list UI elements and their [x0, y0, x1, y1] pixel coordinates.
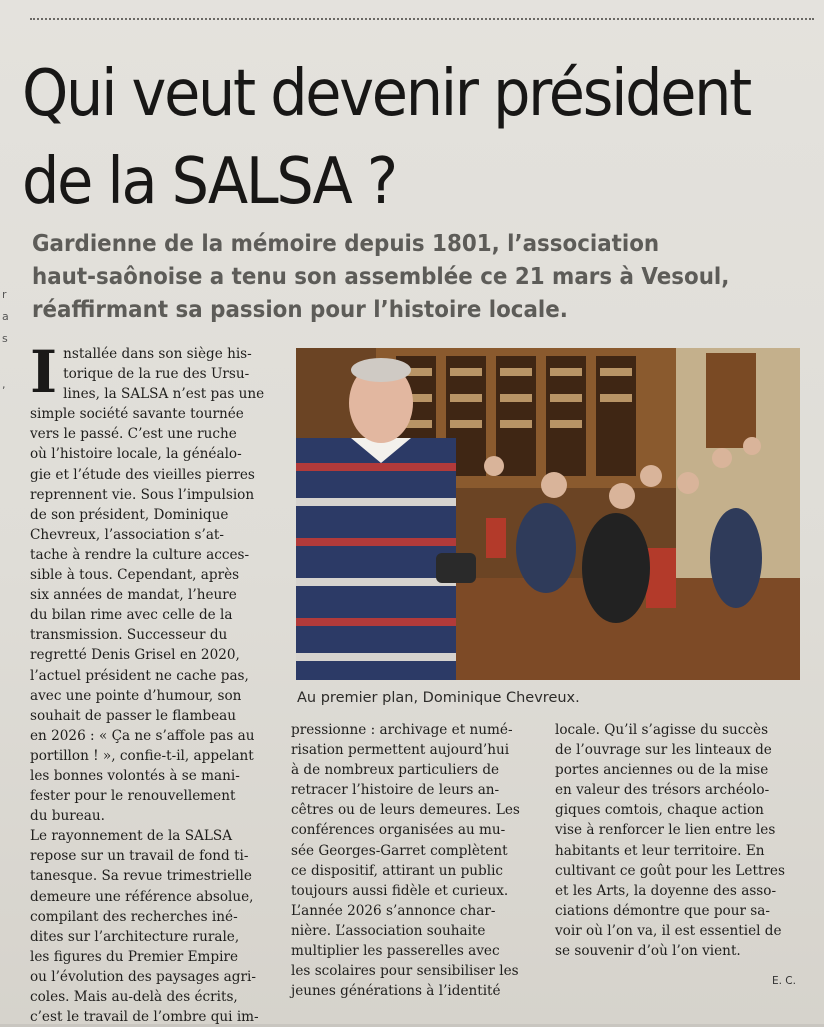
text-line: en valeur des trésors archéolo- — [555, 782, 770, 799]
text-line: souhait de passer le flambeau — [30, 707, 236, 724]
text-line: L’année 2026 s’annonce char- — [291, 902, 496, 919]
photo-caption: Au premier plan, Dominique Chevreux. — [297, 690, 580, 706]
text-line: de son président, Dominique — [30, 506, 229, 523]
margin-fragment: a — [2, 310, 9, 323]
text-line: simple société savante tournée — [30, 406, 244, 423]
text-line: où l’histoire locale, la généalo- — [30, 446, 242, 463]
text-line: nière. L’association souhaite — [291, 922, 486, 939]
text-line: multiplier les passerelles avec — [291, 943, 500, 960]
text-line: coles. Mais au-delà des écrits, — [30, 989, 238, 1005]
article-column-3 — [555, 720, 805, 961]
meeting-room-photo — [296, 348, 800, 680]
text-line: toujours aussi fidèle et curieux. — [291, 882, 509, 899]
headline-line: Qui veut devenir président — [22, 57, 750, 131]
text-line: repose sur un travail de fond ti- — [30, 848, 249, 865]
drop-cap: I — [30, 338, 58, 406]
text-line: l’actuel président ne cache pas, — [30, 667, 249, 684]
text-line: et les Arts, la doyenne des asso- — [555, 882, 777, 899]
headline-line: de la SALSA ? — [22, 145, 396, 219]
text-line: conférences organisées au mu- — [291, 822, 506, 839]
text-line: torique de la rue des Ursu- — [63, 366, 250, 383]
text-line: tache à rendre la culture acces- — [30, 546, 250, 563]
text-line: sée Georges-Garret complètent — [291, 842, 508, 859]
text-line: risation permettent aujourd’hui — [291, 742, 510, 759]
article-column-2 — [291, 720, 541, 1001]
text-line: voir où l’on va, il est essentiel de — [555, 922, 782, 939]
text-line: tanesque. Sa revue trimestrielle — [30, 868, 252, 885]
margin-fragment: s — [2, 332, 8, 345]
text-line: de l’ouvrage sur les linteaux de — [555, 742, 772, 759]
text-line: du bureau. — [30, 808, 105, 825]
text-line: ou l’évolution des paysages agri- — [30, 968, 256, 985]
text-line: locale. Qu’il s’agisse du succès — [555, 722, 769, 738]
article-deck — [32, 228, 767, 327]
text-line: jeunes générations à l’identité — [291, 983, 501, 1000]
text-line: nstallée dans son siège his- — [63, 346, 252, 362]
deck-line: Gardienne de la mémoire depuis 1801, l’association — [32, 231, 660, 257]
text-line: avec une pointe d’humour, son — [30, 687, 242, 704]
text-line: habitants et leur territoire. En — [555, 842, 765, 859]
text-line: reprennent vie. Sous l’impulsion — [30, 486, 255, 503]
text-line: cêtres ou de leurs demeures. Les — [291, 802, 520, 819]
text-line: c’est le travail de l’ombre qui im- — [30, 1009, 259, 1026]
text-line: portillon ! », confie-t-il, appelant — [30, 747, 254, 764]
text-line: lines, la SALSA n’est pas une — [63, 386, 265, 403]
article-headline — [22, 50, 749, 226]
text-line: cultivant ce goût pour les Lettres — [555, 862, 785, 879]
text-line: gie et l’étude des vieilles pierres — [30, 466, 255, 483]
deck-line: réaffirmant sa passion pour l’histoire locale. — [32, 297, 568, 323]
text-line: giques comtois, chaque action — [555, 802, 764, 819]
margin-fragment: r — [2, 288, 7, 301]
text-line: demeure une référence absolue, — [30, 888, 254, 905]
dotted-rule — [30, 18, 814, 20]
text-line: dites sur l’architecture rurale, — [30, 928, 240, 945]
text-line: les figures du Premier Empire — [30, 948, 239, 965]
text-line: portes anciennes ou de la mise — [555, 762, 769, 779]
text-line: transmission. Successeur du — [30, 627, 228, 644]
text-line: retracer l’histoire de leurs an- — [291, 782, 500, 799]
text-line: regretté Denis Grisel en 2020, — [30, 647, 240, 664]
text-line: du bilan rime avec celle de la — [30, 607, 233, 624]
text-line: se souvenir d’où l’on vient. — [555, 943, 741, 960]
column-2-lines — [291, 720, 541, 1001]
text-line: vise à renforcer le lien entre les — [555, 822, 776, 839]
text-line: ce dispositif, attirant un public — [291, 862, 504, 879]
column-1-lines — [30, 338, 292, 1027]
text-line: en 2026 : « Ça ne s’affole pas au — [30, 727, 255, 744]
margin-fragment: , — [2, 378, 6, 391]
text-line: vers le passé. C’est une ruche — [30, 426, 237, 443]
text-line: pressionne : archivage et numé- — [291, 722, 513, 738]
text-line: Le rayonnement de la SALSA — [30, 828, 233, 845]
column-3-lines — [555, 720, 805, 961]
text-line: fester pour le renouvellement — [30, 788, 236, 805]
author-signature: E. C. — [772, 975, 796, 987]
text-line: les scolaires pour sensibiliser les — [291, 963, 519, 980]
text-line: ciations démontre que pour sa- — [555, 902, 770, 919]
text-line: sible à tous. Cependant, après — [30, 567, 240, 584]
text-line: les bonnes volontés à se mani- — [30, 767, 240, 784]
text-line: six années de mandat, l’heure — [30, 587, 237, 604]
deck-line: haut-saônoise a tenu son assemblée ce 21 mars à Vesoul, — [32, 264, 730, 290]
text-line: compilant des recherches iné- — [30, 908, 238, 925]
text-line: Chevreux, l’association s’at- — [30, 526, 224, 543]
article-photo — [296, 348, 800, 680]
text-line: à de nombreux particuliers de — [291, 762, 500, 779]
article-column-1 — [30, 338, 292, 1027]
